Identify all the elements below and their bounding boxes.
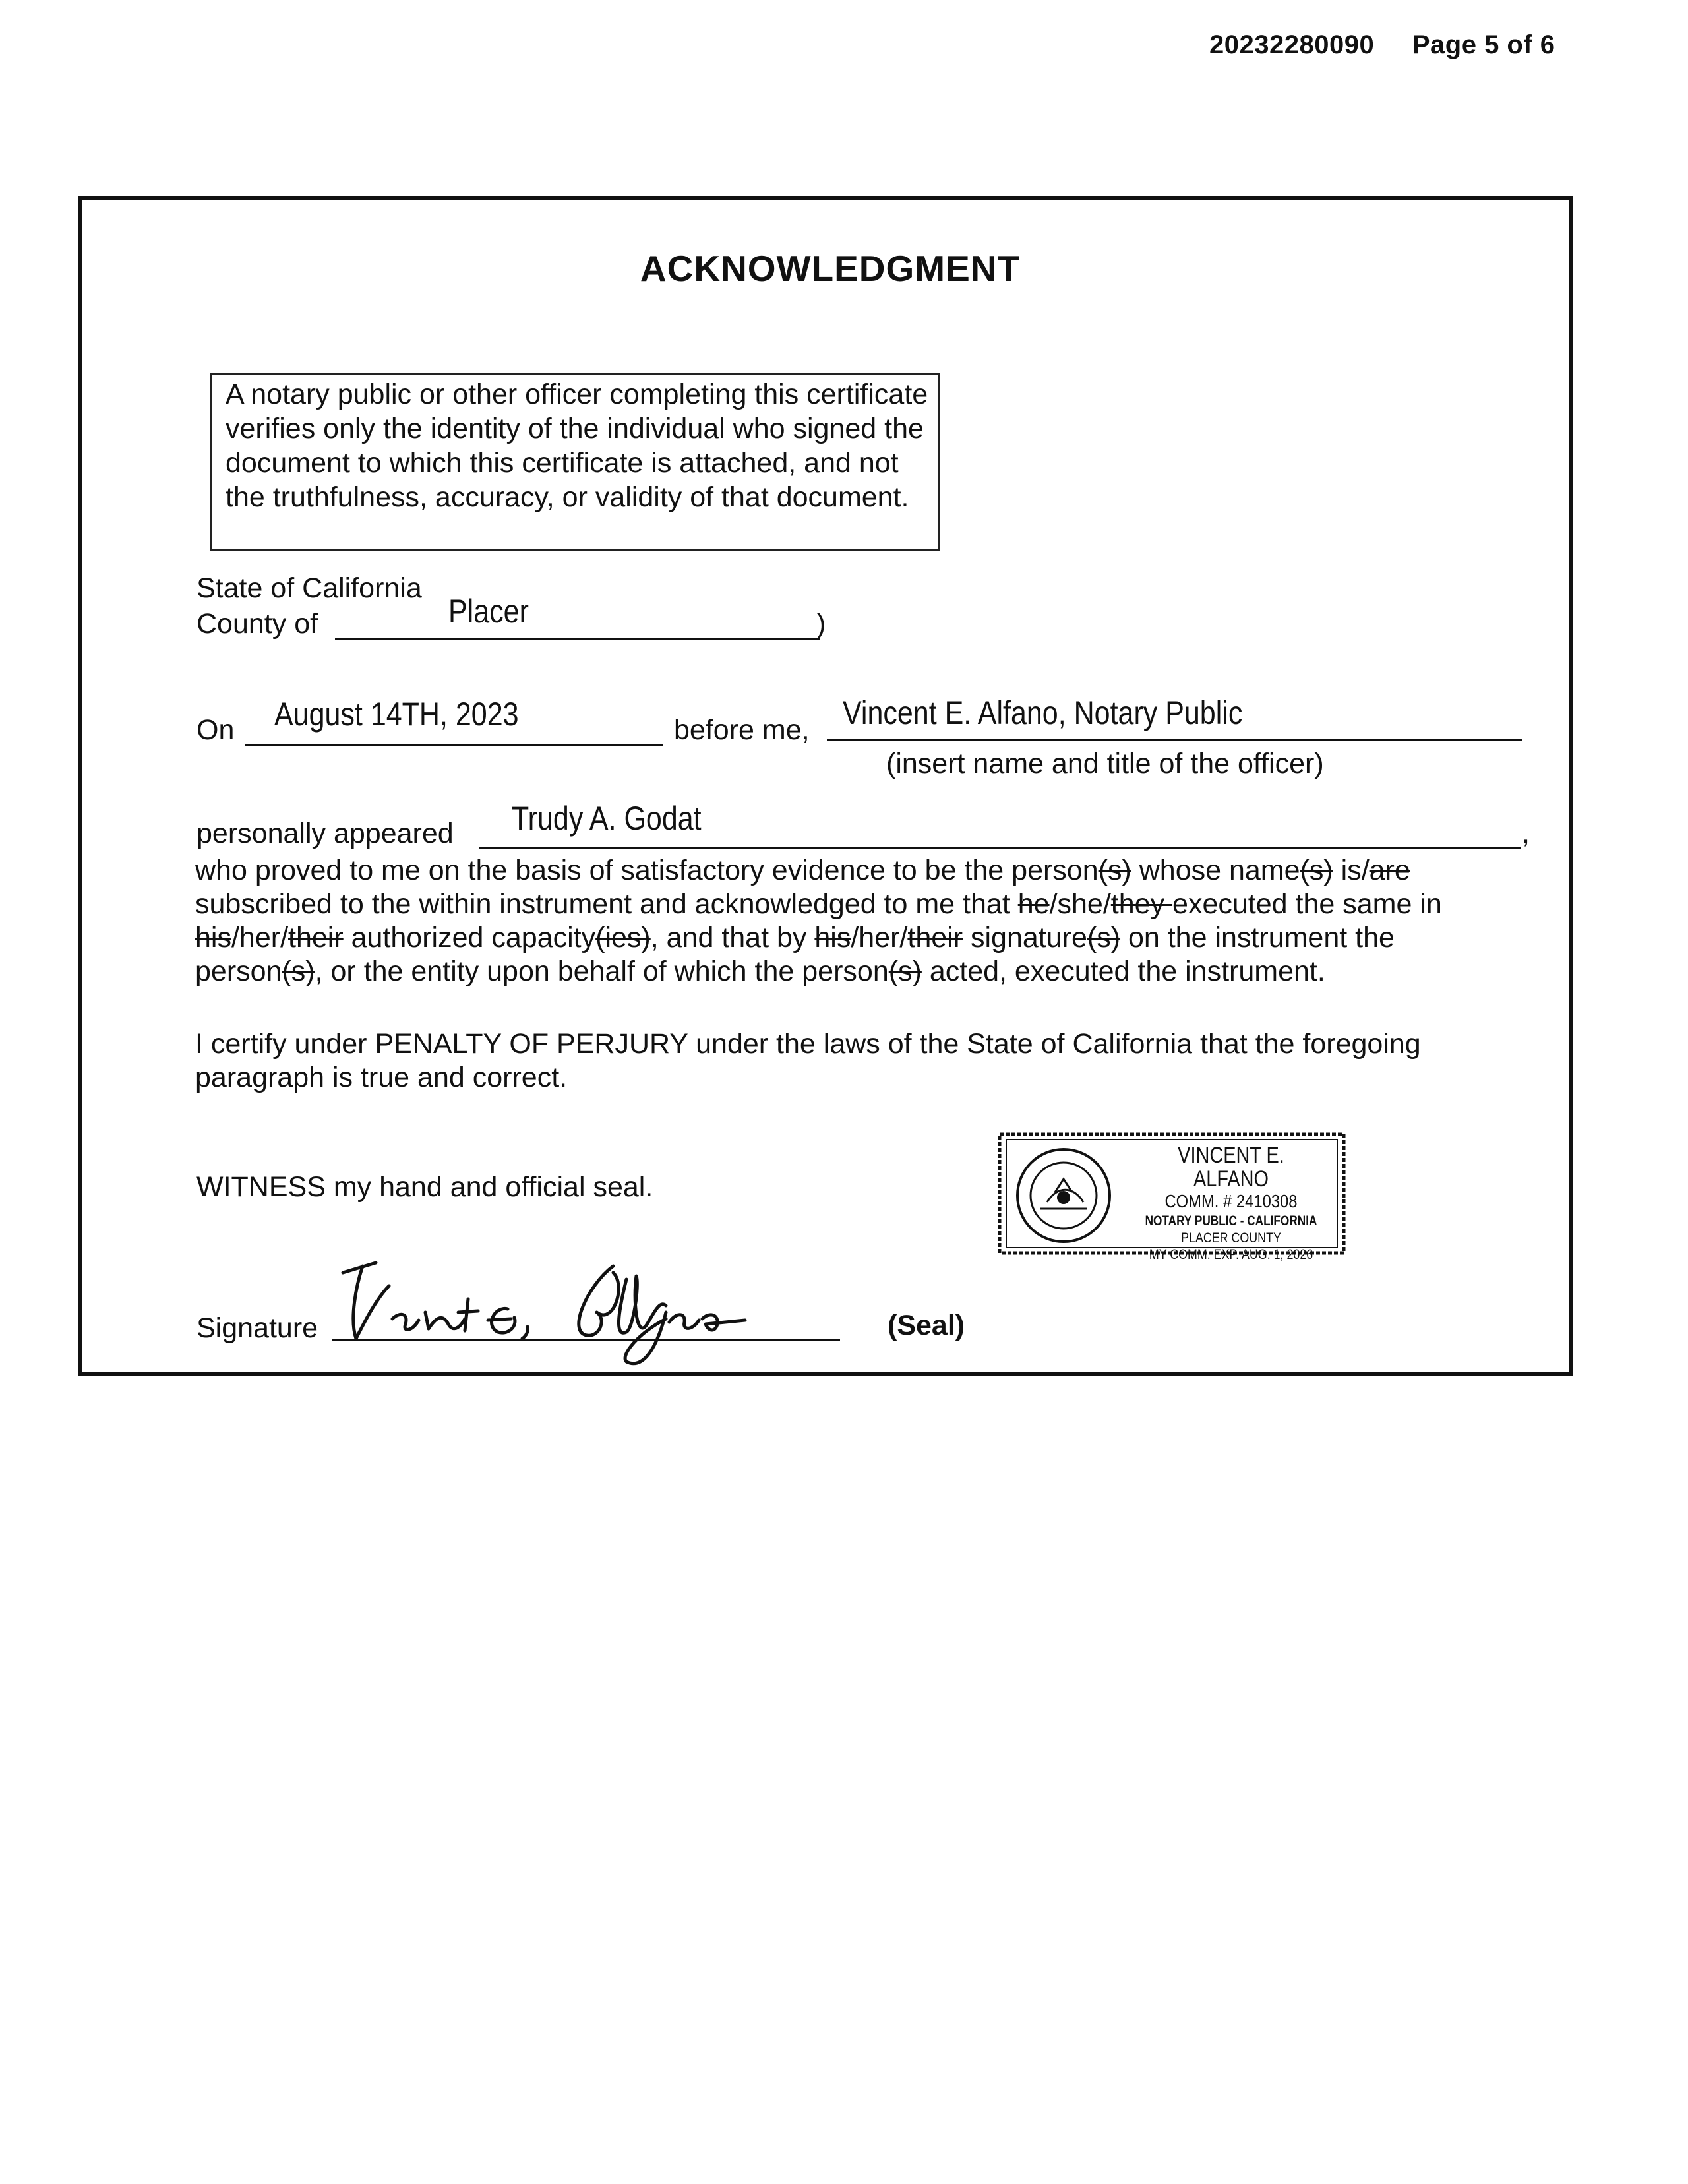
stamp-commission: COMM. # 2410308 <box>1164 1191 1298 1211</box>
seal-label: (Seal) <box>888 1310 965 1341</box>
appeared-line <box>479 847 1521 849</box>
body-line-3: his/her/their authorized capacity(ies), and that by his/her/their signature(s) on the instrument the <box>195 922 1395 954</box>
form-title: ACKNOWLEDGMENT <box>640 248 1021 289</box>
state-label: State of California <box>196 572 422 604</box>
stamp-name: VINCENT E. ALFANO <box>1178 1143 1284 1192</box>
witness-statement: WITNESS my hand and official seal. <box>196 1171 653 1203</box>
on-label: On <box>196 714 235 746</box>
notice-text: A notary public or other officer completing this certificate verifies only the identity of the individual who signed the document to which this certificate is attached, and not the truthfulness, accuracy, or validity of that document. <box>226 379 928 513</box>
body-line-2: subscribed to the within instrument and acknowledged to me that he/she/they executed the same in <box>195 888 1442 920</box>
stamp-text-block <box>1122 1143 1340 1263</box>
document-header <box>1209 30 1555 60</box>
stamp-title: NOTARY PUBLIC - CALIFORNIA <box>1145 1213 1317 1228</box>
county-value: Placer <box>448 593 529 630</box>
perjury-certification: I certify under PENALTY OF PERJURY under the laws of the State of California that the foregoing paragraph is true and correct. <box>195 1028 1421 1093</box>
before-me-label: before me, <box>674 714 810 746</box>
signature-label: Signature <box>196 1312 318 1344</box>
county-label: County of <box>196 608 318 640</box>
date-value: August 14TH, 2023 <box>274 696 519 733</box>
officer-caption: (insert name and title of the officer) <box>886 748 1324 779</box>
officer-value: Vincent E. Alfano, Notary Public <box>843 694 1243 731</box>
notary-stamp <box>993 1129 1350 1261</box>
appeared-value: Trudy A. Godat <box>512 800 702 837</box>
date-line <box>245 744 663 746</box>
county-line <box>335 638 820 640</box>
body-line-4: person(s), or the entity upon behalf of which the person(s) acted, executed the instrument. <box>195 956 1325 987</box>
acknowledgment-body <box>195 854 1547 988</box>
county-close-paren: ) <box>816 608 826 640</box>
stamp-expiry: MY COMM. EXP. AUG. 1, 2026 <box>1149 1247 1313 1262</box>
state-seal-icon <box>1014 1146 1113 1245</box>
handwritten-signature <box>336 1246 798 1378</box>
stamp-county: PLACER COUNTY <box>1181 1230 1281 1246</box>
appeared-label: personally appeared <box>196 818 454 849</box>
body-line-1: who proved to me on the basis of satisfactory evidence to be the person(s) whose name(s) is/are <box>195 855 1410 886</box>
document-number: 20232280090 <box>1209 30 1375 59</box>
officer-line <box>827 739 1522 741</box>
page-indicator: Page 5 of 6 <box>1412 30 1555 59</box>
appeared-comma: , <box>1522 818 1530 849</box>
